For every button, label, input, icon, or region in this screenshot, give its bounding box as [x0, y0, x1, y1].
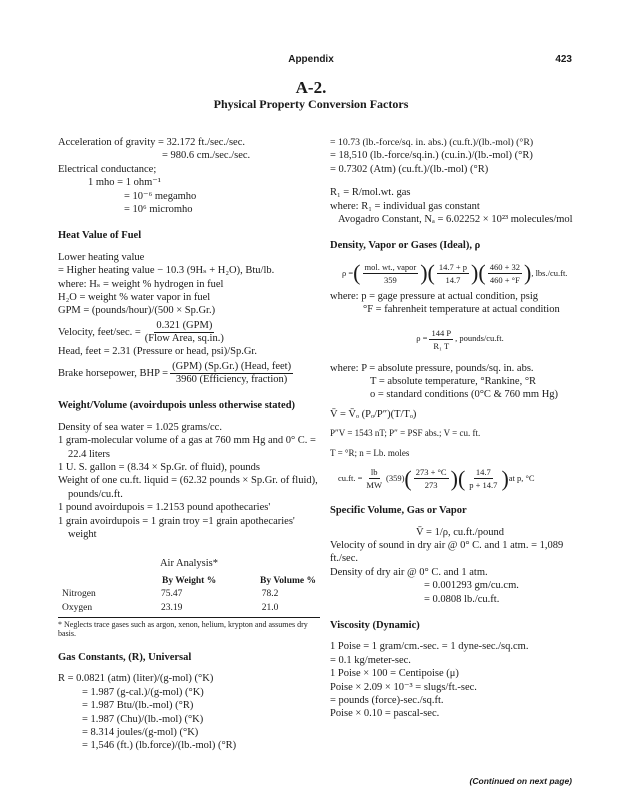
numerator: 14.7	[475, 467, 491, 478]
gas-constant-line: = 1.987 Btu/(lb.-mol) (°R)	[82, 700, 194, 712]
rho-fraction	[429, 327, 453, 352]
page-title: A-2.	[295, 78, 327, 97]
weight-line: 1 grain avoirdupois = 1 grain troy =1 grain apothecaries' weight	[58, 515, 295, 540]
viscosity-line: = pounds (force)-sec./sq.ft.	[330, 694, 444, 706]
numerator: mol. wt., vapor	[364, 261, 417, 272]
cuft-unit: at p, °C	[508, 472, 535, 483]
table-cell: Nitrogen	[62, 589, 96, 600]
rho-symbol: ρ =	[416, 333, 428, 344]
close-paren-icon: )	[450, 465, 458, 491]
table-cell: 78.2	[261, 589, 279, 600]
rho-where-line: o = standard conditions (0°C & 760 mm Hg)	[370, 389, 559, 401]
weight-line: Weight of one cu.ft. liquid = (62.32 pounds × Sp.Gr. of fluid), pounds/cu.ft.	[58, 475, 318, 500]
rho-where-line: T = absolute temperature, °Rankine, °R	[370, 376, 537, 388]
volume-equation: V̄ = V̄ₒ (Pₒ/P″)(T/Tₒ)	[330, 408, 417, 420]
numerator: 14.7 + p	[438, 261, 468, 272]
r1-line: R₁ = R/mol.wt. gas	[330, 187, 411, 199]
velocity-fraction	[143, 320, 226, 345]
close-paren-icon: )	[501, 465, 509, 491]
table-cell: 75.47	[161, 589, 183, 600]
density-unit: , lbs./cu.ft.	[531, 267, 568, 278]
air-analysis-title: Air Analysis*	[159, 558, 219, 570]
air-analysis-table	[58, 575, 320, 615]
numerator: 144 P	[431, 327, 452, 338]
gas-constant-line: = 8.314 joules/(g-mol) (°K)	[82, 727, 199, 738]
table-row	[58, 588, 320, 601]
right-column	[330, 136, 590, 721]
page-subtitle: Physical Property Conversion Factors	[213, 97, 409, 111]
density-fraction-2	[437, 261, 469, 286]
section-heading-density: Density, Vapor or Gases (Ideal), ρ	[330, 240, 481, 252]
viscosity-line: 1 Poise = 1 gram/cm.-sec. = 1 dyne-sec./sq.cm.	[330, 641, 529, 653]
density-where-line: °F = fahrenheit temperature at actual condition	[363, 304, 560, 316]
table-header-row	[58, 575, 320, 588]
table-header: By Weight %	[162, 575, 217, 586]
bhp-numerator: (GPM) (Sp.Gr.) (Head, feet)	[172, 361, 292, 373]
density-fraction-1	[363, 261, 419, 286]
table-cell: 23.19	[161, 602, 183, 613]
cuft-label: cu.ft. =	[338, 472, 363, 483]
heat-line: GPM = (pounds/hour)/(500 × Sp.Gr.)	[58, 305, 216, 317]
table-cell: 21.0	[261, 602, 279, 613]
table-header: By Volume %	[260, 575, 316, 586]
specvol-line: Velocity of sound in dry air @ 0° C. and 1 atm. = 1,089 ft./sec.	[330, 539, 564, 565]
viscosity-line: = 0.1 kg/meter-sec.	[330, 654, 411, 666]
conductance-line: = 10⁻⁶ megamho	[124, 190, 197, 202]
conductance-line: 1 mho = 1 ohm⁻¹	[88, 177, 161, 189]
velocity-denominator: (Flow Area, sq.in.)	[144, 332, 224, 344]
bhp-equation	[58, 361, 320, 386]
gas-constant-line: = 0.7302 (Atm) (cu.ft.)/(lb.-mol) (°R)	[330, 163, 489, 175]
left-column	[58, 136, 320, 753]
bhp-label: Brake horsepower, BHP =	[58, 368, 169, 380]
denominator: 359	[383, 274, 397, 285]
gravity-line: Acceleration of gravity = 32.172 ft./sec./sec.	[58, 137, 245, 148]
open-paren-icon: (	[457, 465, 466, 491]
denominator: 14.7	[445, 274, 461, 285]
r1-line: where: R₁ = individual gas constant	[330, 200, 480, 212]
numerator: 460 + 32	[489, 261, 520, 272]
specvol-line: = 0.001293 gm/cu.cm.	[424, 580, 519, 592]
denominator: p + 14.7	[469, 480, 498, 491]
cuft-fraction-3	[467, 466, 499, 491]
heat-line: H₂O = weight % water vapor in fuel	[58, 292, 211, 304]
open-paren-icon: (	[353, 260, 361, 286]
close-paren-icon: )	[420, 260, 428, 286]
section-heading-heat: Heat Value of Fuel	[58, 230, 142, 242]
gas-constant-line: = 1.987 (g-cal.)/(g-mol) (°K)	[82, 686, 204, 698]
weight-line: 1 gram-molecular volume of a gas at 760 mm Hg and 0° C. = 22.4 liters	[58, 435, 316, 460]
bhp-denominator: 3960 (Efficiency, fraction)	[175, 374, 288, 386]
air-analysis-footnote: * Neglects trace gases such as argon, xenon, helium, krypton and assumes dry basis.	[58, 617, 320, 638]
continued-note: (Continued on next page)	[469, 776, 572, 786]
bhp-fraction	[170, 361, 293, 386]
density-equation	[330, 261, 590, 286]
rho-equation	[330, 327, 590, 352]
denominator: MW	[366, 480, 382, 491]
section-heading-weight: Weight/Volume (avoirdupois unless otherwise stated)	[58, 400, 296, 412]
numerator: lb	[370, 467, 378, 478]
gas-constant-line: = 1.987 (Chu)/(lb.-mol) (°K)	[82, 713, 204, 725]
section-heading-gas-constants: Gas Constants, (R), Universal	[58, 651, 192, 663]
rho-where-line: where: P = absolute pressure, pounds/sq. in. abs.	[330, 362, 534, 374]
section-heading-viscosity: Viscosity (Dynamic)	[330, 619, 420, 631]
rho-symbol: ρ =	[342, 267, 354, 278]
page-number: 423	[555, 54, 572, 65]
cuft-equation	[330, 466, 590, 491]
table-cell: Oxygen	[62, 602, 93, 613]
head-line: Head, feet = 2.31 (Pressure or head, psi)/Sp.Gr.	[58, 345, 257, 357]
density-fraction-3	[488, 261, 522, 286]
numerator: 273 + °C	[415, 467, 447, 478]
denominator: 460 + °F	[489, 274, 520, 285]
density-where-line: where: p = gage pressure at actual condition, psig	[330, 290, 538, 302]
gas-constant-line: = 1,546 (ft.) (lb.force)/(lb.-mol) (°R)	[82, 740, 237, 752]
table-row	[58, 602, 320, 615]
weight-line: 1 U. S. gallon = (8.34 × Sp.Gr. of fluid), pounds	[58, 461, 261, 473]
conductance-line: Electrical conductance;	[58, 163, 157, 175]
heat-line: Lower heating value	[58, 251, 145, 263]
specvol-line: Density of dry air @ 0° C. and 1 atm.	[330, 566, 488, 578]
gas-constant-line: = 10.73 (lb.-force/sq. in. abs.) (cu.ft.)/(lb.-mol) (°R)	[330, 137, 534, 148]
heat-line: where: Hₛ = weight % hydrogen in fuel	[58, 278, 224, 290]
conductance-line: = 10⁶ micromho	[124, 204, 193, 216]
heat-line: = Higher heating value − 10.3 (9Hₛ + H₂O), Btu/lb.	[58, 265, 275, 277]
velocity-numerator: 0.321 (GPM)	[156, 319, 213, 331]
cuft-fraction-2	[414, 466, 449, 491]
pv-equation: P″V = 1543 nT; P″ = PSF abs.; V = cu. ft.	[330, 428, 481, 439]
weight-line: 1 pound avoirdupois = 1.2153 pound apothecaries'	[58, 502, 271, 514]
weight-line: Density of sea water = 1.025 grams/cc.	[58, 421, 222, 433]
cuft-constant: (359)	[385, 472, 405, 483]
open-paren-icon: (	[427, 260, 435, 286]
open-paren-icon: (	[478, 260, 486, 286]
t-equation: T = °R; n = Lb. moles	[330, 447, 410, 458]
viscosity-line: Poise × 2.09 × 10⁻³ = slugs/ft.-sec.	[330, 681, 477, 693]
viscosity-line: 1 Poise × 100 = Centipoise (μ)	[330, 668, 459, 680]
velocity-label: Velocity, feet/sec. =	[58, 326, 141, 338]
running-header: Appendix	[288, 54, 334, 65]
section-heading-specific-volume: Specific Volume, Gas or Vapor	[330, 505, 467, 517]
close-paren-icon: )	[523, 260, 532, 286]
cuft-fraction-1	[364, 466, 384, 491]
open-paren-icon: (	[404, 465, 412, 491]
gas-constant-line: = 18,510 (lb.-force/sq.in.) (cu.in.)/(lb.-mol) (°R)	[330, 150, 533, 162]
specvol-line: = 0.0808 lb./cu.ft.	[424, 593, 500, 605]
denominator: R₁ T	[433, 340, 450, 351]
viscosity-line: Poise × 0.10 = pascal-sec.	[330, 708, 440, 720]
specvol-line: V̄ = 1/ρ, cu.ft./pound	[416, 526, 504, 538]
close-paren-icon: )	[471, 260, 479, 286]
velocity-equation	[58, 320, 320, 345]
denominator: 273	[424, 480, 438, 491]
gas-constant-line: R = 0.0821 (atm) (liter)/(g-mol) (°K)	[58, 673, 214, 685]
rho-unit: , pounds/cu.ft.	[455, 333, 504, 344]
avogadro-line: Avogadro Constant, Nₐ = 6.02252 × 10²³ molecules/mol	[338, 214, 573, 226]
table-header	[58, 575, 123, 588]
gravity-line: = 980.6 cm./sec./sec.	[162, 150, 251, 162]
